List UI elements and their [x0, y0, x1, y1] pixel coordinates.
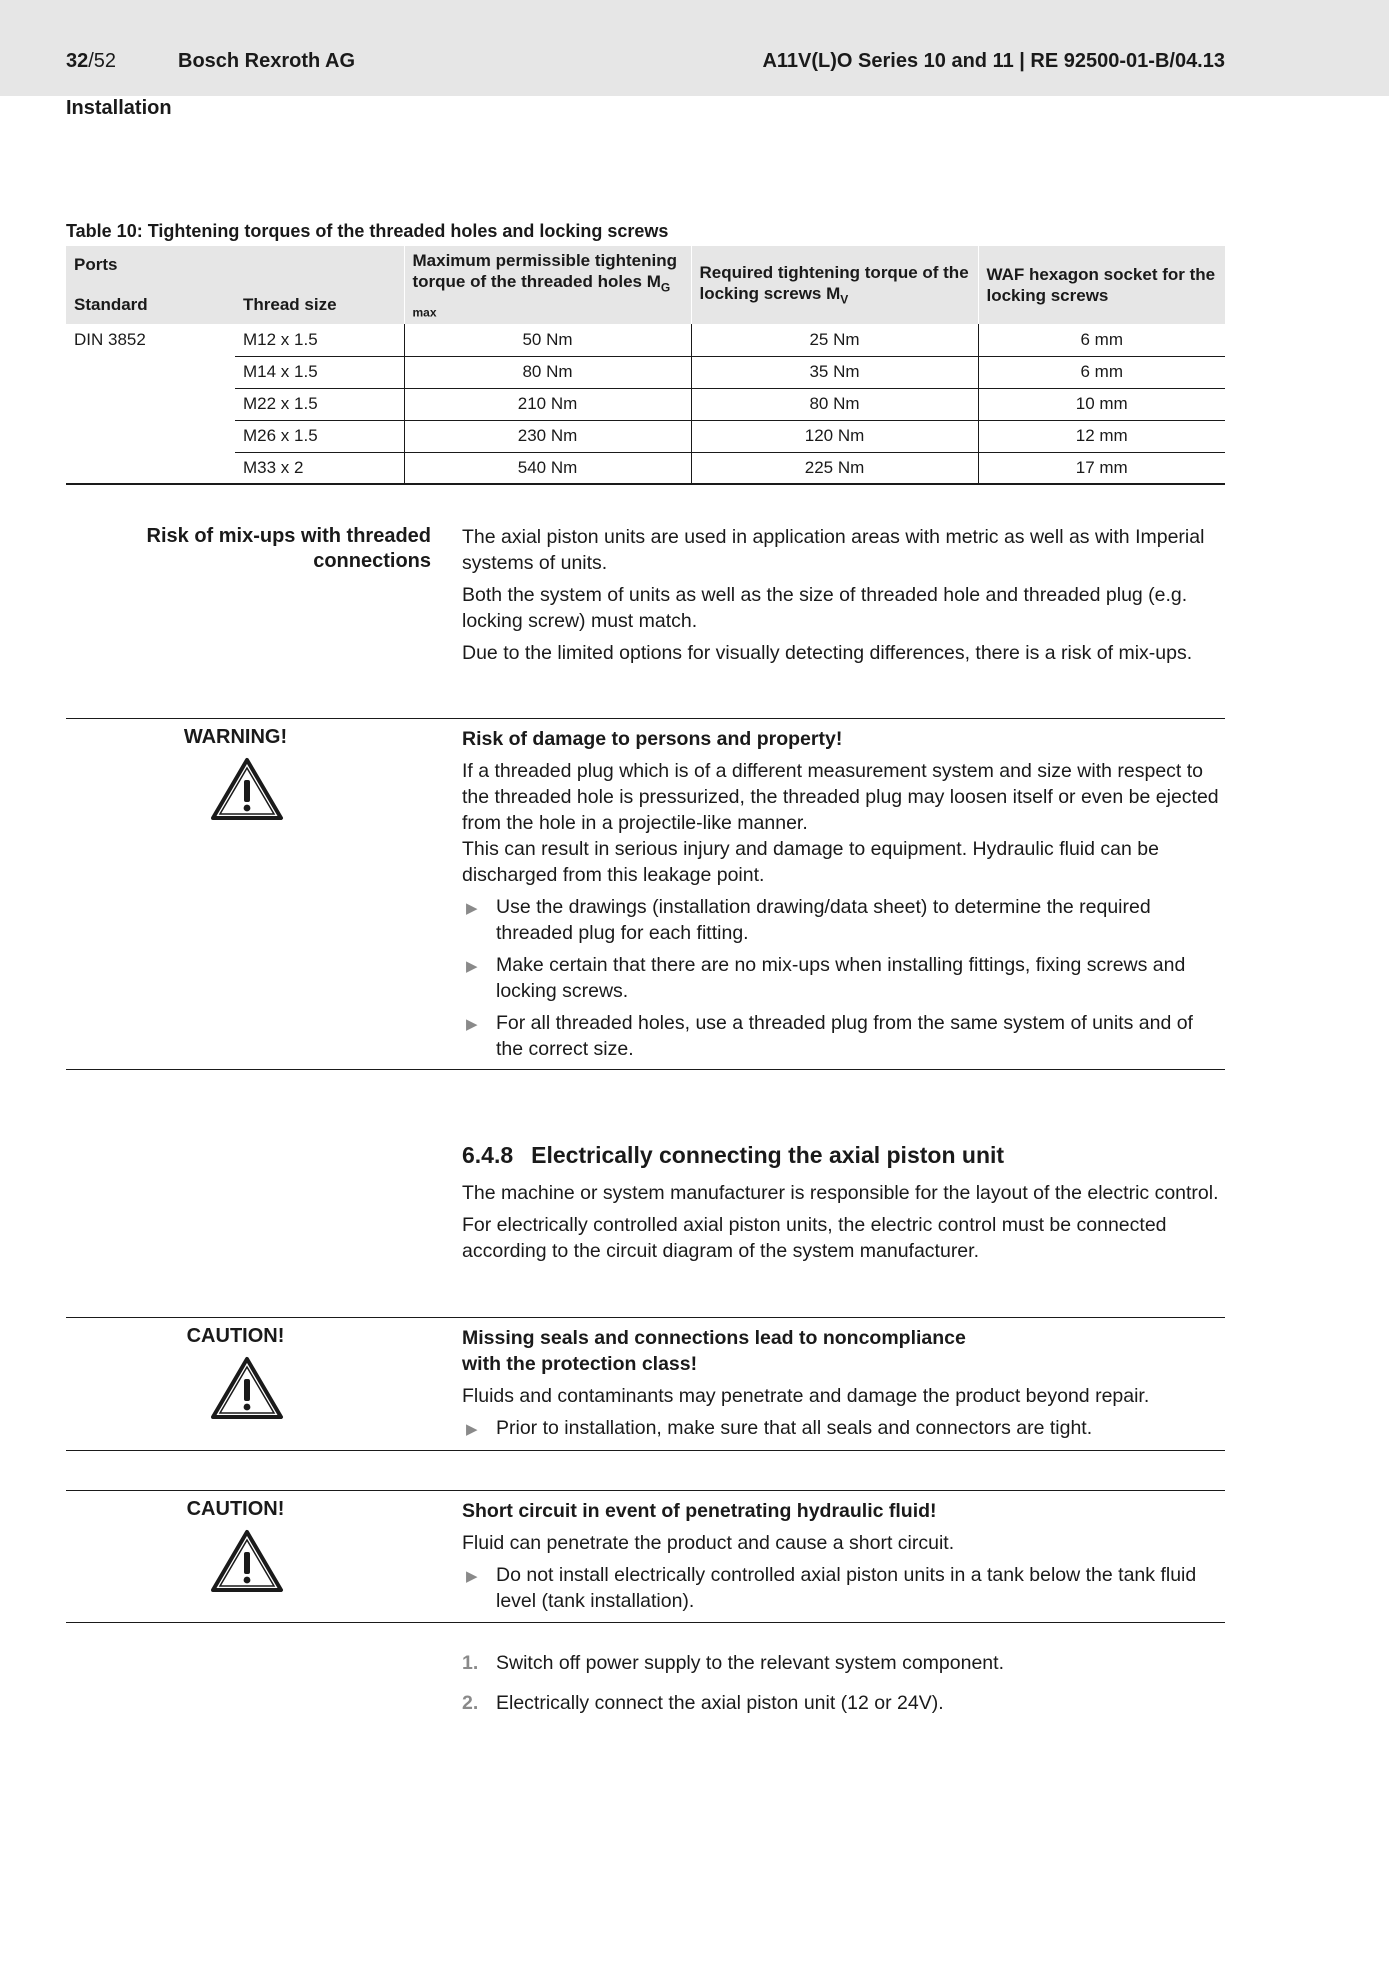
paragraph: This can result in serious injury and damage to equipment. Hydraulic fluid can be discharged from this leakage point. [462, 838, 1159, 886]
max-torque-cell: 540 Nm [404, 452, 691, 484]
paragraph: If a threaded plug which is of a different measurement system and size with respect to the threaded hole is pressurized, the threaded plug may loosen itself or even be ejected from the hole in a projectile-like manner. [462, 760, 1219, 834]
company-name: Bosch Rexroth AG [178, 50, 356, 72]
paragraph: Fluid can penetrate the product and cause a short circuit. [462, 1532, 955, 1554]
required-torque-cell: 225 Nm [691, 452, 978, 484]
paragraph: Both the system of units as well as the size of threaded hole and threaded plug (e.g. locking screw) must match. [462, 584, 1188, 632]
document-id: A11V(L)O Series 10 and 11 | RE 92500-01-B/04.13 [762, 50, 1225, 72]
warning-text [462, 726, 1225, 1068]
caution-text [462, 1325, 1225, 1447]
caution-text [462, 1498, 1225, 1620]
standard-cell [66, 388, 235, 420]
divider [66, 718, 1225, 719]
caution-signal [66, 1325, 431, 1420]
waf-cell: 6 mm [978, 324, 1225, 356]
paragraph: The machine or system manufacturer is responsible for the layout of the electric control. [462, 1182, 1219, 1204]
subsection-title: 6.4.8 Electrically connecting the axial piston unit [462, 1142, 1005, 1168]
table-row [66, 356, 1225, 388]
mixups-text [462, 524, 1225, 672]
list-item: ▶ Use the drawings (installation drawing/data sheet) to determine the required threaded plug for each fitting. [466, 896, 1151, 944]
max-torque-cell: 80 Nm [404, 356, 691, 388]
divider [66, 1317, 1225, 1318]
list-item: 1. Switch off power supply to the relevant system component. [462, 1652, 1004, 1674]
warning-signal [66, 726, 431, 821]
max-torque-cell: 230 Nm [404, 420, 691, 452]
thread-cell: M14 x 1.5 [235, 356, 404, 388]
triangle-bullet-icon: ▶ [466, 1421, 478, 1438]
numbered-list [462, 1650, 1225, 1716]
list-item: ▶ For all threaded holes, use a threaded plug from the same system of units and of the correct size. [466, 1012, 1193, 1060]
standard-cell [66, 452, 235, 484]
page-header [0, 0, 1389, 96]
procedure-steps [462, 1650, 1225, 1730]
section-label: Installation [66, 97, 172, 119]
caution-label: CAUTION! [186, 1325, 285, 1347]
max-torque-cell: 210 Nm [404, 388, 691, 420]
caution-signal [66, 1498, 431, 1593]
max-torque-header: Maximum permissible tightening torque of the threaded holes $M_{G max}$ [404, 246, 691, 324]
table-row [66, 420, 1225, 452]
caution-title: Missing seals and connections lead to noncompliance with the protection class! [462, 1327, 966, 1375]
triangle-bullet-icon: ▶ [466, 1016, 478, 1033]
list-item: ▶ Make certain that there are no mix-ups when installing fittings, fixing screws and locking screws. [466, 954, 1186, 1002]
ports-header [66, 246, 404, 324]
required-torque-header: Required tightening torque of the locking screws $M_V$ [691, 246, 978, 324]
waf-cell: 10 mm [978, 388, 1225, 420]
ports-label: Ports [74, 255, 118, 274]
warning-title: Risk of damage to persons and property! [462, 728, 843, 750]
waf-cell: 12 mm [978, 420, 1225, 452]
action-list [462, 1562, 1225, 1614]
warning-triangle-icon [210, 1356, 284, 1420]
max-torque-cell: 50 Nm [404, 324, 691, 356]
required-torque-cell: 35 Nm [691, 356, 978, 388]
triangle-bullet-icon: ▶ [466, 900, 478, 917]
mixups-heading: Risk of mix-ups with threaded connections [146, 525, 431, 572]
thread-cell: M33 x 2 [235, 452, 404, 484]
required-torque-cell: 120 Nm [691, 420, 978, 452]
torque-table [66, 246, 1225, 485]
standard-cell [66, 356, 235, 388]
required-torque-cell: 80 Nm [691, 388, 978, 420]
thread-cell: M12 x 1.5 [235, 324, 404, 356]
caution-label: CAUTION! [186, 1498, 285, 1520]
standard-cell [66, 420, 235, 452]
divider [66, 1622, 1225, 1623]
thread-size-label: Thread size [243, 295, 337, 314]
table-row [66, 388, 1225, 420]
paragraph: Fluids and contaminants may penetrate and damage the product beyond repair. [462, 1385, 1150, 1407]
page-number: 32/52 [66, 50, 117, 72]
thread-cell: M22 x 1.5 [235, 388, 404, 420]
warning-triangle-icon [210, 1529, 284, 1593]
thread-cell: M26 x 1.5 [235, 420, 404, 452]
warning-triangle-icon [210, 757, 284, 821]
list-item: ▶ Do not install electrically controlled axial piston units in a tank below the tank fluid level (tank installation). [466, 1564, 1197, 1612]
paragraph: For electrically controlled axial piston units, the electric control must be connected according to the circuit diagram of the system manufacturer. [462, 1214, 1167, 1262]
warning-label: WARNING! [183, 726, 288, 748]
caution-title: Short circuit in event of penetrating hydraulic fluid! [462, 1500, 937, 1522]
standard-label: Standard [74, 295, 148, 314]
triangle-bullet-icon: ▶ [466, 1568, 478, 1585]
triangle-bullet-icon: ▶ [466, 958, 478, 975]
standard-cell: DIN 3852 [74, 330, 146, 350]
table-row [66, 452, 1225, 484]
subsection-text [462, 1180, 1225, 1270]
table-header-row [66, 246, 1225, 324]
divider [66, 1450, 1225, 1451]
divider [66, 1490, 1225, 1491]
list-item: 2. Electrically connect the axial piston unit (12 or 24V). [462, 1692, 944, 1714]
paragraph: The axial piston units are used in application areas with metric as well as with Imperial systems of units. [462, 526, 1205, 574]
waf-cell: 6 mm [978, 356, 1225, 388]
paragraph: Due to the limited options for visually detecting differences, there is a risk of mix-ups. [462, 642, 1193, 664]
action-list [462, 894, 1225, 1062]
waf-cell: 17 mm [978, 452, 1225, 484]
table-caption: Table 10: Tightening torques of the threaded holes and locking screws [66, 221, 669, 241]
waf-header: WAF hexagon socket for the locking screws [978, 246, 1225, 324]
required-torque-cell: 25 Nm [691, 324, 978, 356]
action-list [462, 1415, 1225, 1441]
table-row [66, 324, 1225, 356]
divider [66, 1069, 1225, 1070]
list-item: ▶ Prior to installation, make sure that all seals and connectors are tight. [462, 1415, 1225, 1441]
